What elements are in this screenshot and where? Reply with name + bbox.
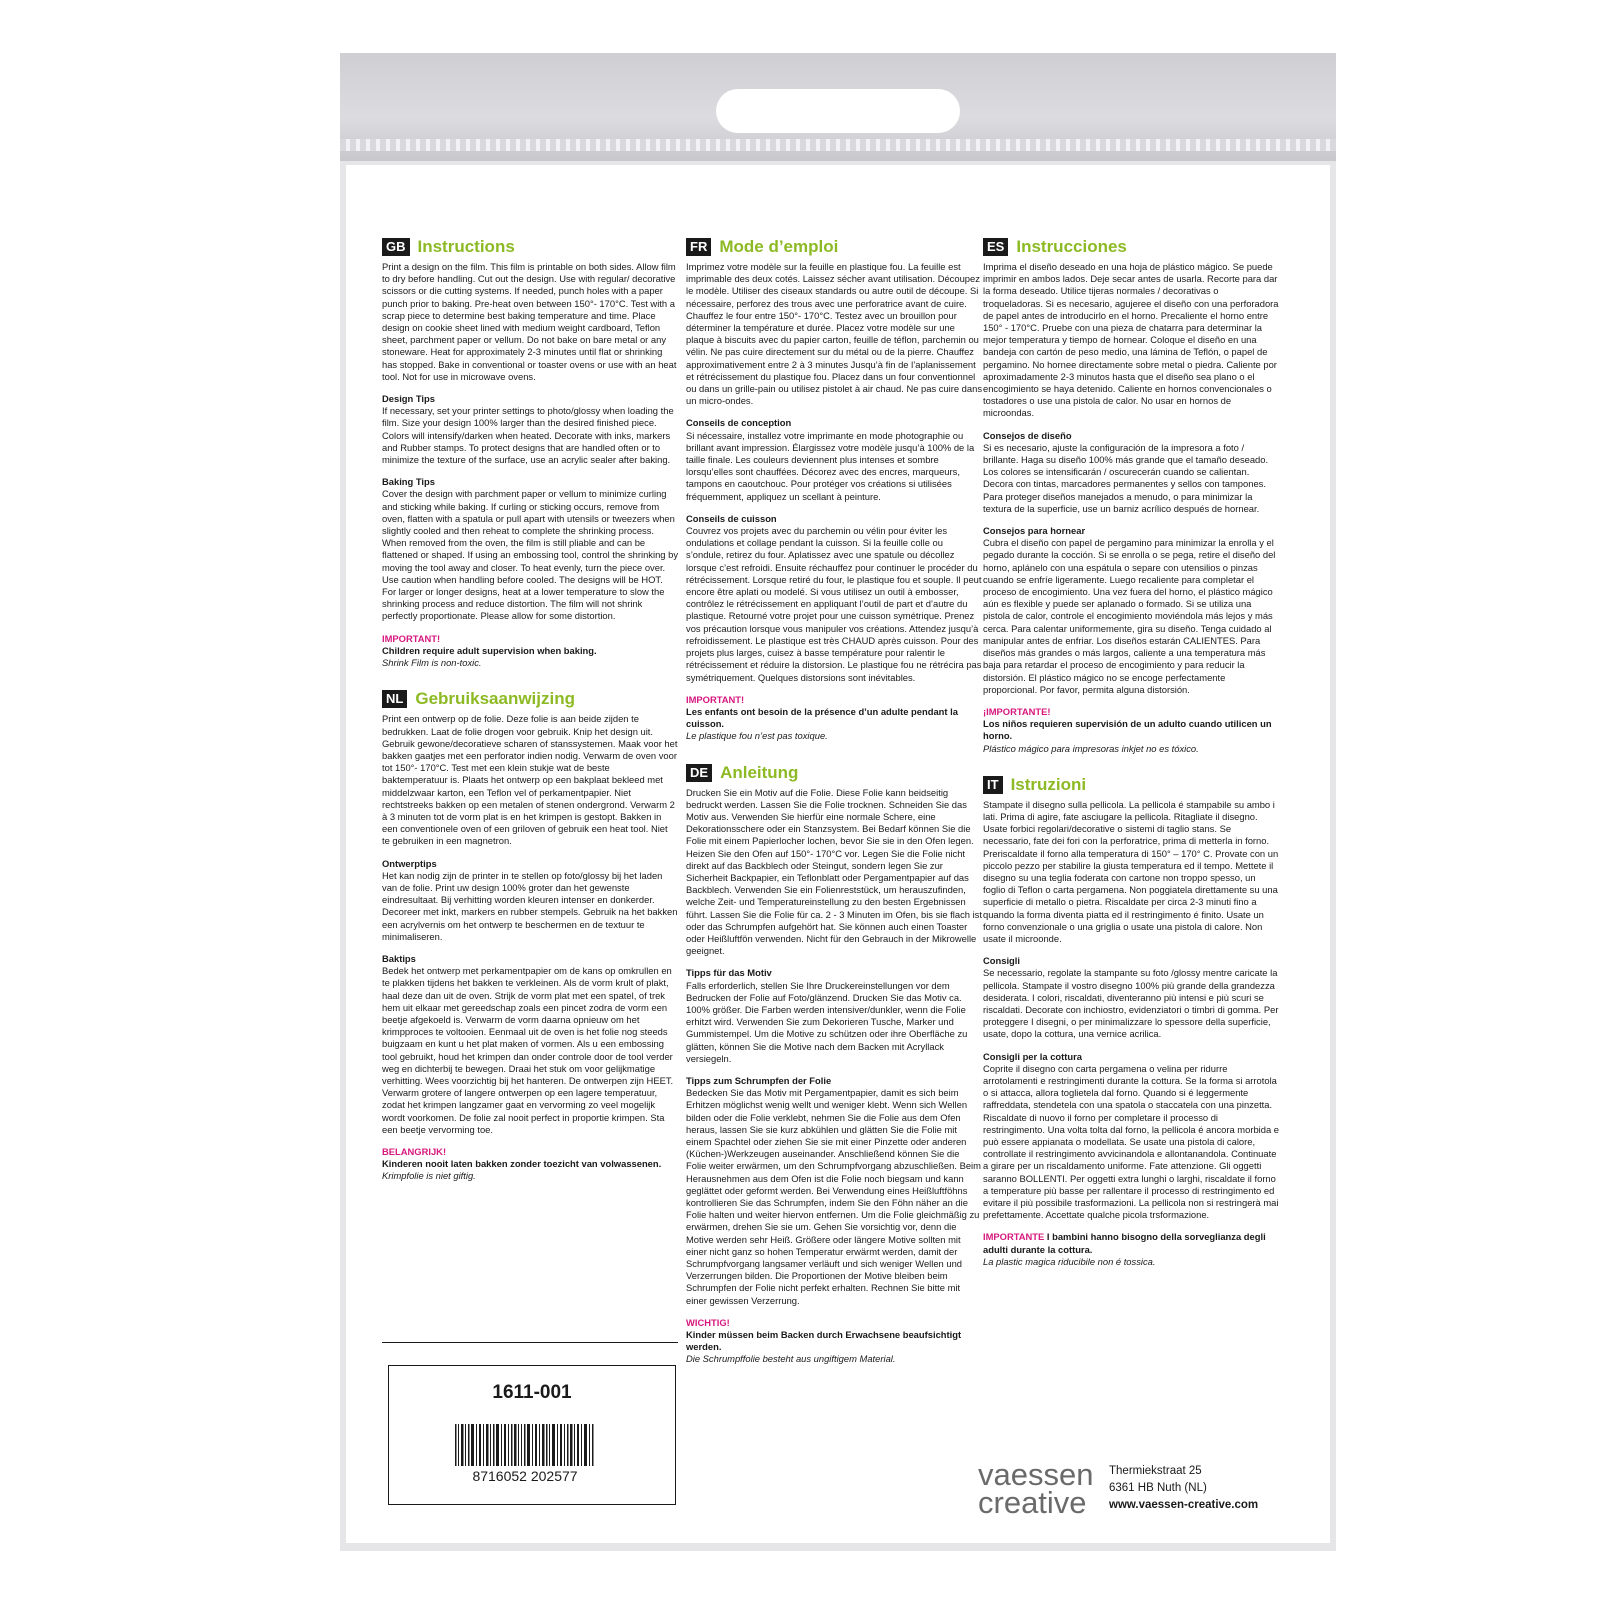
baking-tips-heading: Conseils de cuisson: [686, 512, 777, 524]
instructions-text: Print een ontwerp op de folie. Deze folie is aan beide zijden te bedrukken. Laat de folie drogen voor gebruik. Knip het design uit. Gebruik gewone/decoratieve scharen of stanssystemen. Maak voor het bakken gaatjes met een perforator indien nodig. Verwarm de oven voor tot 150°- 170°C. Test met een klein stukje wat de beste baktemperatuur is. Plaats het ontwerp op een bakplaat bekleed met middelzwaar karton, een Teflon vel of perkamentpapier. Niet rechtstreeks bakken op een metalen of stenen ondergrond. Verwarm 2 à 3 minuten tot de vorm plat is en het krimpen is gestopt. Bakken in een conventionele oven of een griloven of gebruik een heat tool. Niet te gebruiken in een magnetron.: [382, 713, 678, 847]
warning-text: Kinder müssen beim Backen durch Erwachsene beaufsichtigt werden.: [686, 1329, 962, 1353]
warning-text: I bambini hanno bisogno della sorveglianza degli adulti durante la cottura.: [983, 1231, 1266, 1255]
design-tips-heading: Consigli: [983, 955, 1020, 967]
warning-text: Kinderen nooit laten bakken zonder toezicht van volwassenen.: [382, 1158, 662, 1170]
non-toxic-note: Die Schrumpffolie besteht aus ungiftigem Material.: [686, 1353, 896, 1365]
warning-text: Les enfants ont besoin de la présence d’un adulte pendant la cuisson.: [686, 705, 958, 730]
section-header: [382, 689, 678, 709]
divider-line: [382, 1342, 678, 1343]
baking-tips-heading: Consejos para hornear: [983, 525, 1086, 537]
section-header: [382, 237, 678, 257]
language-flag-badge: DE: [686, 764, 712, 782]
section-title: Mode d’emploi: [719, 237, 839, 256]
important-label: IMPORTANT!: [686, 693, 745, 705]
language-flag-badge: IT: [983, 776, 1003, 794]
website-url: www.vaessen-creative.com: [1109, 1499, 1259, 1511]
logo-word-vaessen: vaessen: [978, 1457, 1094, 1492]
instruction-sheet: [346, 165, 1330, 1543]
important-label: ¡IMPORTANTE!: [983, 705, 1051, 717]
language-flag-badge: FR: [686, 238, 711, 256]
important-label: WICHTIG!: [686, 1316, 730, 1328]
baking-tips-heading: Baktips: [382, 952, 416, 964]
language-flag-badge: ES: [983, 238, 1008, 256]
column-middle: [686, 237, 982, 1366]
design-tips-heading: Conseils de conception: [686, 417, 792, 429]
address-street: Thermiekstraat 25: [1109, 1465, 1202, 1477]
design-tips-heading: Design Tips: [382, 393, 435, 405]
baking-tips-heading: Baking Tips: [382, 476, 435, 488]
design-tips-text: Falls erforderlich, stellen Sie Ihre Druckereinstellungen vor dem Bedrucken der Folie auf Foto/glänzend. Drucken Sie das Motiv ca. 100% größer. Die Farben werden intensiver/dunkler, wenn die Folie erhitzt wird. Verwenden Sie zum Dekorieren Tusche, Marker und Gummistempel. Um die Motive zu schützen oder ihre Oberfläche zu glätten, können Sie die Motive nach dem Backen mit Acryllack versiegeln.: [686, 979, 968, 1064]
column-left: [382, 237, 678, 1183]
important-label: IMPORTANTE: [983, 1231, 1045, 1243]
section-header: [983, 237, 1279, 257]
section-fr: [686, 237, 982, 743]
important-label: IMPORTANT!: [382, 632, 441, 644]
non-toxic-note: Shrink Film is non-toxic.: [382, 657, 482, 669]
baking-tips-text: Bedek het ontwerp met perkamentpapier om de kans op omkrullen en te plakken tijdens het bakken te verkleinen. Als de vorm krult of plakt, haal deze dan uit de oven. Strijk de vorm plat met een spatel, of trek hem uit elkaar met gereedschap zoals een pincet zodra de vorm een beetje afgekoeld is. Verwarm de vorm daarna opnieuw om het krimpproces te voltooien. Eenmaal uit de oven is het folie nog steeds buigzaam en kunt u het plat maken of vormen. Als u een embossing tool gebruikt, houd het krimpen dan onder controle door de tool verder weg en dichterbij te bewegen. Draai het stuk om voor gelijkmatige verhitting. Wees voorzichtig bij het hanteren. De ontwerpen zijn HEET. Verwarm grotere of langere ontwerpen op een lagere temperatuur, zodat het krimpen langzamer gaat en vervorming zo veel mogelijk wordt voorkomen. De folie zal nooit perfect in proportie krimpen. Sta een beetje vervorming toe.: [382, 965, 674, 1135]
instructions-text: Stampate il disegno sulla pellicola. La pellicola é stampabile su ambo i lati. Prima di agire, fate asciugare la pellicola. Ritagliate il disegno. Usate forbici regolari/decorative o sistemi di taglio stans. Se necessario, fate dei fori con la perforatrice, prima di metterla in forno. Preriscaldate il forno alla temperatura di 150° – 170° C. Provate con un piccolo pezzo per stabilire la giusta temperatura ed il tempo. Mettete il disegno su una teglia foderata con cartone non troppo spesso, un foglio di Teflon o carta pergamena. Non poggiatela direttamente su una superficie di metallo o pietra. Riscaldate per circa 2-3 minuti fino a quando la forma diventa piatta ed il restringimento é finito. Usate un forno convenzionale o una griglia o usate una pistola di calore. Non usate il microonde.: [983, 798, 1279, 944]
baking-tips-text: Couvrez vos projets avec du parchemin ou vélin pour éviter les ondulations et collage pendant la cuisson. Si la feuille colle ou s’ondule, retirez du four. Aplatissez avec une spatule ou décollez lorsque c’est refroidi. Ensuite réchauffez pour continuer le procéder du rétrécissement. Lorsque retiré du four, le plastique fou et souple. Il peut encore être aplati ou modelé. Si vous utilisez un outil à embosser, contrôlez le rétrécissement en appliquant l’outil de part et d’autre du plastique. Retourné votre projet pour une cuisson symétrique. Prenez vos précaution lorsque vous manipuler vos créations. Attendez jusqu’à refroidissement. Le plastique est très CHAUD après cuisson. Pour des projets plus larges, cuisez à basse température pour ralentir le rétrécissement et réduire la distorsion. Le plastique fou ne rétrécira pas symétriquement. Quelques distorsions sont inévitables.: [686, 525, 982, 683]
instructions-text: Print a design on the film. This film is printable on both sides. Allow film to dry before handling. Cut out the design. Use with regular/ decorative scissors or die cutting systems. If needed, punch holes with a paper punch prior to baking. Pre-heat oven between 150°- 170°C. Test with a scrap piece to determine best baking temperature and time. Place design on cookie sheet lined with medium weight cardboard, Teflon sheet, parchment paper or vellum. Do not bake on bare metal or any stoneware. Heat for approximately 2-3 minutes until flat or shrinking has stopped. Bake in conventional or toaster ovens or use with an heat tool. Not for use in microwave ovens.: [382, 261, 677, 382]
design-tips-heading: Tipps für das Motiv: [686, 967, 772, 979]
product-code-box: [388, 1365, 676, 1505]
barcode-number: 8716052 202577: [472, 1468, 578, 1484]
design-tips-text: Se necessario, regolate la stampante su foto /glossy mentre caricate la pellicola. Stampate il vostro disegno 100% più grande della grandezza desiderata. I colori, riscaldati, diventeranno più intensi e più scuri se riscaldati. Decorate con inchiostro, evidenziatori o timbri di gomma. Per proteggere I disegni, o per minimalizzare lo spessore della superficie, usate, dopo la cottura, una vernice acrilica.: [983, 967, 1279, 1040]
hanger-header: [340, 53, 1336, 161]
baking-tips-text: Coprite il disegno con carta pergamena o velina per ridurre arrotolamenti e restringimenti durante la cottura. Se la forma si arrotola o si attacca, allora toglietela dal forno. Quando si é leggermente raffreddata, stendetela con una spatola o staccatela con una pinzetta. Riscaldate di nuovo il forno per completare il processo di restringimento. Una volta tolta dal forno, la pellicola é ancora morbida e può essere appianata o modellata. Se usate una pistola di calore, controllate il restringimento avvicinandola e allontanandola. Continuate a girare per un riscaldamento uniforme. Fate attenzione. Gli oggetti saranno BOLLENTI. Per oggetti extra lunghi o larghi, riscaldate il forno a temperature più basse per rallentare il processo di restringimento ed evitare il più possibile trasformazioni. La pellicola non si restringerà mai prefettamente. Accettate qualche picola trsformazione.: [983, 1062, 1279, 1221]
section-de: [686, 763, 982, 1366]
section-header: [983, 775, 1279, 795]
company-address: [1109, 1463, 1319, 1514]
design-tips-text: Het kan nodig zijn de printer in te stellen op foto/glossy bij het laden van de folie. Print uw design 100% groter dan het gewenste eindresultaat. Bij verhitting worden kleuren intenser en donkerder. Decoreer met inkt, markers en rubber stempels. Gebruik na het bakken een acrylvernis om het ontwerp te beschermen en de textuur te minimaliseren.: [382, 869, 678, 942]
logo-word-creative: creative: [978, 1485, 1087, 1520]
non-toxic-note: La plastic magica riducibile non é tossica.: [983, 1255, 1156, 1267]
non-toxic-note: Plástico mágico para impresoras inkjet no es tóxico.: [983, 742, 1199, 754]
baking-tips-text: Bedecken Sie das Motiv mit Pergamentpapier, damit es sich beim Erhitzen möglichst wenig wellt und weniger klebt. Wenn sich Wellen bilden oder die Folie verklebt, nehmen Sie die Folie aus dem Ofen heraus, lassen Sie sie kurz abkühlen und glätten Sie die Folie mit einem Spachtel oder ziehen Sie sie mit einer Pinzette oder anderen (Küchen-)Werkzeugen auseinander. Anschließend können Sie die Folie weiter erwärmen, um den Schrumpfvorgang abzuschließen. Beim Herausnehmen aus dem Ofen ist die Folie noch biegsam und kann geglättet oder geformt werden. Bei Verwendung eines Heißluftföhns kontrollieren Sie das Schrumpfen, indem Sie den Föhn näher an die Folie halten und weiter hiervon entfernen. Um die Folie gleichmäßig zu erwärmen, drehen Sie sie um. Gehen Sie vorsichtig vor, denn die Motive werden sehr Heiß. Größere oder längere Motive sollten mit einer nicht ganz so hohen Temperatur erwärmt werden, damit der Schrumpfvorgang langsamer verläuft und sich weniger Wellen und Verzerrungen bilden. Die Proportionen der Motive bleiben beim Schrumpfen der Folie nicht perfekt erhalten. Rechnen Sie bitte mit einer gewissen Verzerrung.: [686, 1087, 981, 1306]
hanger-hole: [716, 89, 960, 133]
seal-stripe: [340, 139, 1336, 151]
important-line: [983, 1231, 1279, 1255]
column-right: [983, 237, 1279, 1268]
section-header: [686, 763, 982, 783]
language-flag-badge: GB: [382, 238, 410, 256]
barcode-icon: [455, 1424, 595, 1466]
product-code: 1611-001: [492, 1382, 572, 1403]
section-es: [983, 237, 1279, 755]
vaessen-creative-logo: [978, 1457, 1102, 1520]
design-tips-text: Si es necesario, ajuste la configuración de la impresora a foto / brillante. Haga su diseño 100% más grande que el tamaño deseado. Los colores se intensificarán / oscurecerán cuando se calientan. Decora con tintas, marcadores permanentes y sellos con tampones. Para proteger diseños manejados a menudo, o para minimizar la textura de la superficie, use un barniz acrílico después de hornear.: [983, 441, 1269, 514]
non-toxic-note: Krimpfolie is niet giftig.: [382, 1170, 476, 1182]
design-tips-heading: Ontwerptips: [382, 857, 437, 869]
warning-text: Children require adult supervision when baking.: [382, 644, 597, 656]
baking-tips-text: Cubra el diseño con papel de pergamino para minimizar la enrolla y el pegado durante la cocción. Si se enrolla o se pega, retire el diseño del horno, aplánelo con una espátula o separe con utensilios o pinzas cuando se enfríe ligeramente. Luego recaliente para completar el proceso de encogimiento. Una vez fuera del horno, el plástico mágico aún es flexible y puede ser aplanado o formado. Si se utiliza una pistola de calor, controle el encogimiento moviéndola más lejos y más cerca. Para calentar uniformemente, gira su diseño. Tenga cuidado al manipular antes de enfriar. Los diseños estarán CALIENTES. Para diseños más grandes o más largos, caliente a una temperatura más baja para retardar el proceso de encogimiento y para reducir la distorsión. El plástico mágico no se encoge perfectamente proporcional. Por favor, permita alguna distorsión.: [983, 537, 1276, 695]
section-header: [686, 237, 982, 257]
design-tips-heading: Consejos de diseño: [983, 429, 1072, 441]
instructions-text: Drucken Sie ein Motiv auf die Folie. Diese Folie kann beidseitig bedruckt werden. Lassen Sie die Folie trocknen. Schneiden Sie das Motiv aus. Verwenden Sie hierfür eine normale Schere, eine Dekorationsschere oder ein Stanzsystem. Bei Bedarf können Sie die Folie mit einem Papierlocher lochen, bevor Sie sie in den Ofen legen. Heizen Sie den Ofen auf 150°- 170°C vor. Legen Sie die Folie nicht direkt auf das Backblech oder Steingut, sondern legen Sie zur Sicherheit Backpapier, ein Teflonblatt oder Pergamentpapier auf das Backblech. Verwenden Sie ein Folienreststück, um herauszufinden, welche Zeit- und Temperatureinstellung zu den besten Ergebnissen führt. Lassen Sie die Folie für ca. 2 - 3 Minuten im Ofen, bis sie flach ist oder das Schrumpfen aufgehört hat. Sie können auch einen Toaster oder Heißluftfön verwenden. Nicht für den Gebrauch in der Mikrowelle geeignet.: [686, 786, 982, 957]
section-title: Gebruiksaanwijzing: [415, 689, 575, 709]
section-gb: [382, 237, 678, 669]
section-title: Instrucciones: [1016, 237, 1127, 256]
address-city: 6361 HB Nuth (NL): [1109, 1482, 1207, 1494]
section-title: Anleitung: [720, 762, 799, 782]
language-flag-badge: NL: [382, 690, 407, 708]
section-title: Instructions: [417, 237, 515, 256]
instructions-text: Imprima el diseño deseado en una hoja de plástico mágico. Se puede imprimir en ambos lados. Deje secar antes de usarla. Recorte para dar la forma deseado. Utilice tijeras normales / decorativas o troqueladoras. Si es necesario, agujeree el diseño con una perforadora de papel antes de introducirlo en el horno. Precaliente el horno entre 150° - 170°C. Pruebe con una pieza de chatarra para determinar la mejor temperatura y tiempo de hornear. Coloque el diseño en una bandeja con cartón de peso medio, una lámina de Teflón, o papel de pergamino. No hornee directamente sobre metal o piedra. Caliente por aproximadamente 2-3 minutos hasta que el diseño sea plano o el encogimiento se haya detenido. Caliente en hornos convencionales o tostadores o use una pistola de calor. No usar en hornos de microondas.: [983, 261, 1279, 419]
instructions-text: Imprimez votre modèle sur la feuille en plastique fou. La feuille est imprimable des deux cotés. Laissez sécher avant utilisation. Découpez le modèle. Utiliser des ciseaux standards ou autre outil de découpe. Si nécessaire, perforez des trous avec une perforatrice avant de cuire. Chauffez le four entre 150°- 170°C. Testez avec un brouillon pour déterminer la température et durée. Placez votre modèle sur une plaque à biscuits avec du papier carton, feuille de téflon, parchemin ou vélin. Ne pas cuire directement sur du métal ou de la pierre. Chauffez approximativement entre 2 à 3 minutes Jusqu’à fin de l’aplanissement et rétrécissement du plastique fou. Placez dans un four conventionnel ou dans un grille-pain ou utilisez pistolet à air chaud. Ne pas cuire dans un micro-ondes.: [686, 261, 983, 407]
baking-tips-heading: Consigli per la cottura: [983, 1050, 1082, 1062]
section-nl: [382, 689, 678, 1182]
section-title: Istruzioni: [1010, 774, 1087, 794]
design-tips-text: Si nécessaire, installez votre imprimante en mode photographie ou brillant avant impression. Élargissez votre modèle jusqu’à 100% de la taille finale. Les couleurs deviennent plus intenses et sombre lorsqu’elles sont chauffées. Décorez avec des encres, marqueurs, tampons en caoutchouc. Pour protéger vos créations si utilisées fréquemment, appliquez un scellant à peinture.: [686, 429, 975, 502]
baking-tips-text: Cover the design with parchment paper or vellum to minimize curling and sticking while baking. If curling or sticking occurs, remove from oven, flatten with a spatula or pull apart with utensils or tweezers when slightly cooled and then reheat to complete the shrinking process. When removed from the oven, the film is still pliable and can be flattened or shaped. If using an embossing tool, control the shrinking by moving the tool away and closer. To heat evenly, turn the piece over. Use caution when handling before cooled. The designs will be HOT. For larger or longer designs, heat at a lower temperature to slow the shrinking process and reduce distortion. The film will not shrink perfectly proportionate. Please allow for some distortion.: [382, 488, 679, 622]
shrink-film-package: [340, 53, 1336, 1551]
important-label: BELANGRIJK!: [382, 1146, 447, 1157]
section-it: [983, 775, 1279, 1268]
warning-text: Los niños requieren supervisión de un adulto cuando utilicen un horno.: [983, 718, 1272, 742]
design-tips-text: If necessary, set your printer settings to photo/glossy when loading the film. Size your design 100% larger than the desired finished piece. Colors will intensify/darken when heated. Decorate with inks, markers and Rubber stamps. To protect designs that are handled often or to minimize the texture of the surface, use an acrylic sealer after baking.: [382, 405, 674, 466]
baking-tips-heading: Tipps zum Schrumpfen der Folie: [686, 1074, 832, 1086]
non-toxic-note: Le plastique fou n’est pas toxique.: [686, 730, 828, 742]
